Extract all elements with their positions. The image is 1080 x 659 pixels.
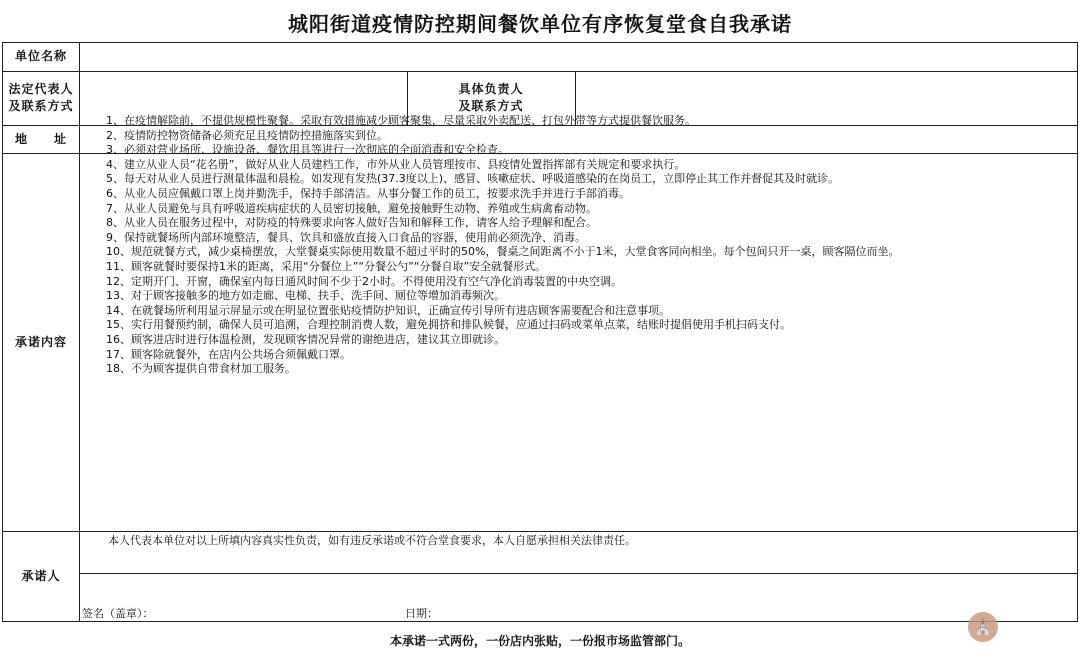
- commitment-item: 3、必须对营业场所、设施设备、餐饮用具等进行一次彻底的全面消毒和安全检查。: [106, 143, 509, 157]
- commitment-item: 17、顾客除就餐外，在店内公共场合须佩戴口罩。: [106, 347, 351, 361]
- pledge-statement: 本人代表本单位对以上所填内容真实性负责，如有违反承诺或不符合堂食要求，本人自愿承担相关法律责任。: [108, 534, 636, 547]
- commitment-item: 2、疫情防控物资储备必须充足且疫情防控措施落实到位。: [106, 128, 388, 142]
- row-divider: [79, 573, 1077, 574]
- commitment-item: 7、从业人员避免与具有呼吸道疾病症状的人员密切接触，避免接触野生动物、养殖或生病禽畜动物。: [106, 201, 597, 215]
- responsible-label-line1: 具体负责人: [458, 82, 524, 96]
- footer-note: 本承诺一式两份，一份店内张贴，一份报市场监管部门。: [389, 634, 690, 648]
- responsible-label: [407, 81, 575, 115]
- commitment-item: 1、在疫情解除前，不提供规模性聚餐。采取有效措施减少顾客聚集，尽量采取外卖配送、打包外带等方式提供餐饮服务。: [106, 114, 696, 127]
- commitment-item: 5、每天对从业人员进行测量体温和晨检。如发现有发热(37.3度以上)、感冒、咳嗽症状、呼吸道感染的在岗员工，立即停止其工作并督促其及时就诊。: [106, 172, 840, 186]
- row-divider: [3, 531, 1077, 532]
- page-title: 城阳街道疫情防控期间餐饮单位有序恢复堂食自我承诺: [288, 12, 792, 36]
- commitment-item: 11、顾客就餐时要保持1米的距离，采用“分餐位上”“分餐公勺”“分餐自取”安全就餐形式。: [106, 259, 547, 273]
- commitment-list: [84, 114, 1072, 377]
- address-label: 地 址: [14, 132, 67, 146]
- commitment-item: 6、从业人员应佩戴口罩上岗并勤洗手，保持手部清洁。从事分餐工作的员工，按要求洗手并进行手部消毒。: [106, 186, 630, 200]
- signature-label: 签名（盖章）：: [82, 607, 154, 620]
- commitment-item: 13、对于顾客接触多的地方如走廊、电梯、扶手、洗手间、厕位等增加消毒频次。: [106, 289, 505, 303]
- commitment-item: 16、顾客进店时进行体温检测，发现顾客情况异常的谢绝进店，建议其立即就诊。: [106, 332, 505, 346]
- commitment-item: 4、建立从业人员“花名册”，做好从业人员建档工作，市外从业人员管理按市、县疫情处置指挥部有关规定和要求执行。: [106, 157, 686, 171]
- seal-icon: ⛪: [968, 612, 998, 642]
- date-label: 日期：: [405, 607, 438, 620]
- row-divider: [3, 71, 1077, 72]
- legal-rep-label: [3, 81, 79, 115]
- commitment-label: 承诺内容: [14, 335, 67, 349]
- unit-name-label: 单位名称: [14, 49, 67, 63]
- commitment-item: 15、实行用餐预约制，确保人员可追溯，合理控制消费人数，避免拥挤和排队候餐，应通过扫码或菜单点菜，结账时提倡使用手机扫码支付。: [106, 318, 791, 332]
- commitment-item: 9、保持就餐场所内部环境整洁，餐具、饮具和盛放直接入口食品的容器，使用前必须洗净、消毒。: [106, 230, 586, 244]
- commitment-item: 12、定期开门、开窗，确保室内每日通风时间不少于2小时。不得使用没有空气净化消毒装置的中央空调。: [106, 274, 622, 288]
- promiser-label: 承诺人: [21, 569, 61, 583]
- commitment-item: 14、在就餐场所利用显示屏显示或在明显位置张贴疫情防护知识，正确宣传引导所有进店顾客需要配合和注意事项。: [106, 303, 670, 317]
- legal-rep-label-line2: 及联系方式: [8, 99, 74, 113]
- legal-rep-label-line1: 法定代表人: [8, 82, 74, 96]
- col-divider: [79, 43, 80, 621]
- commitment-item: 18、不为顾客提供自带食材加工服务。: [106, 362, 296, 376]
- responsible-label-line2: 及联系方式: [458, 99, 524, 113]
- commitment-item: 10、规范就餐方式，减少桌椅摆放，大堂餐桌实际使用数量不超过平时的50%，餐桌之间距离不小于1米，大堂食客同向相坐。每个包间只开一桌，顾客隔位而坐。: [106, 245, 900, 259]
- commitment-item: 8、从业人员在服务过程中，对防疫的特殊要求向客人做好告知和解释工作，请客人给予理解和配合。: [106, 216, 597, 230]
